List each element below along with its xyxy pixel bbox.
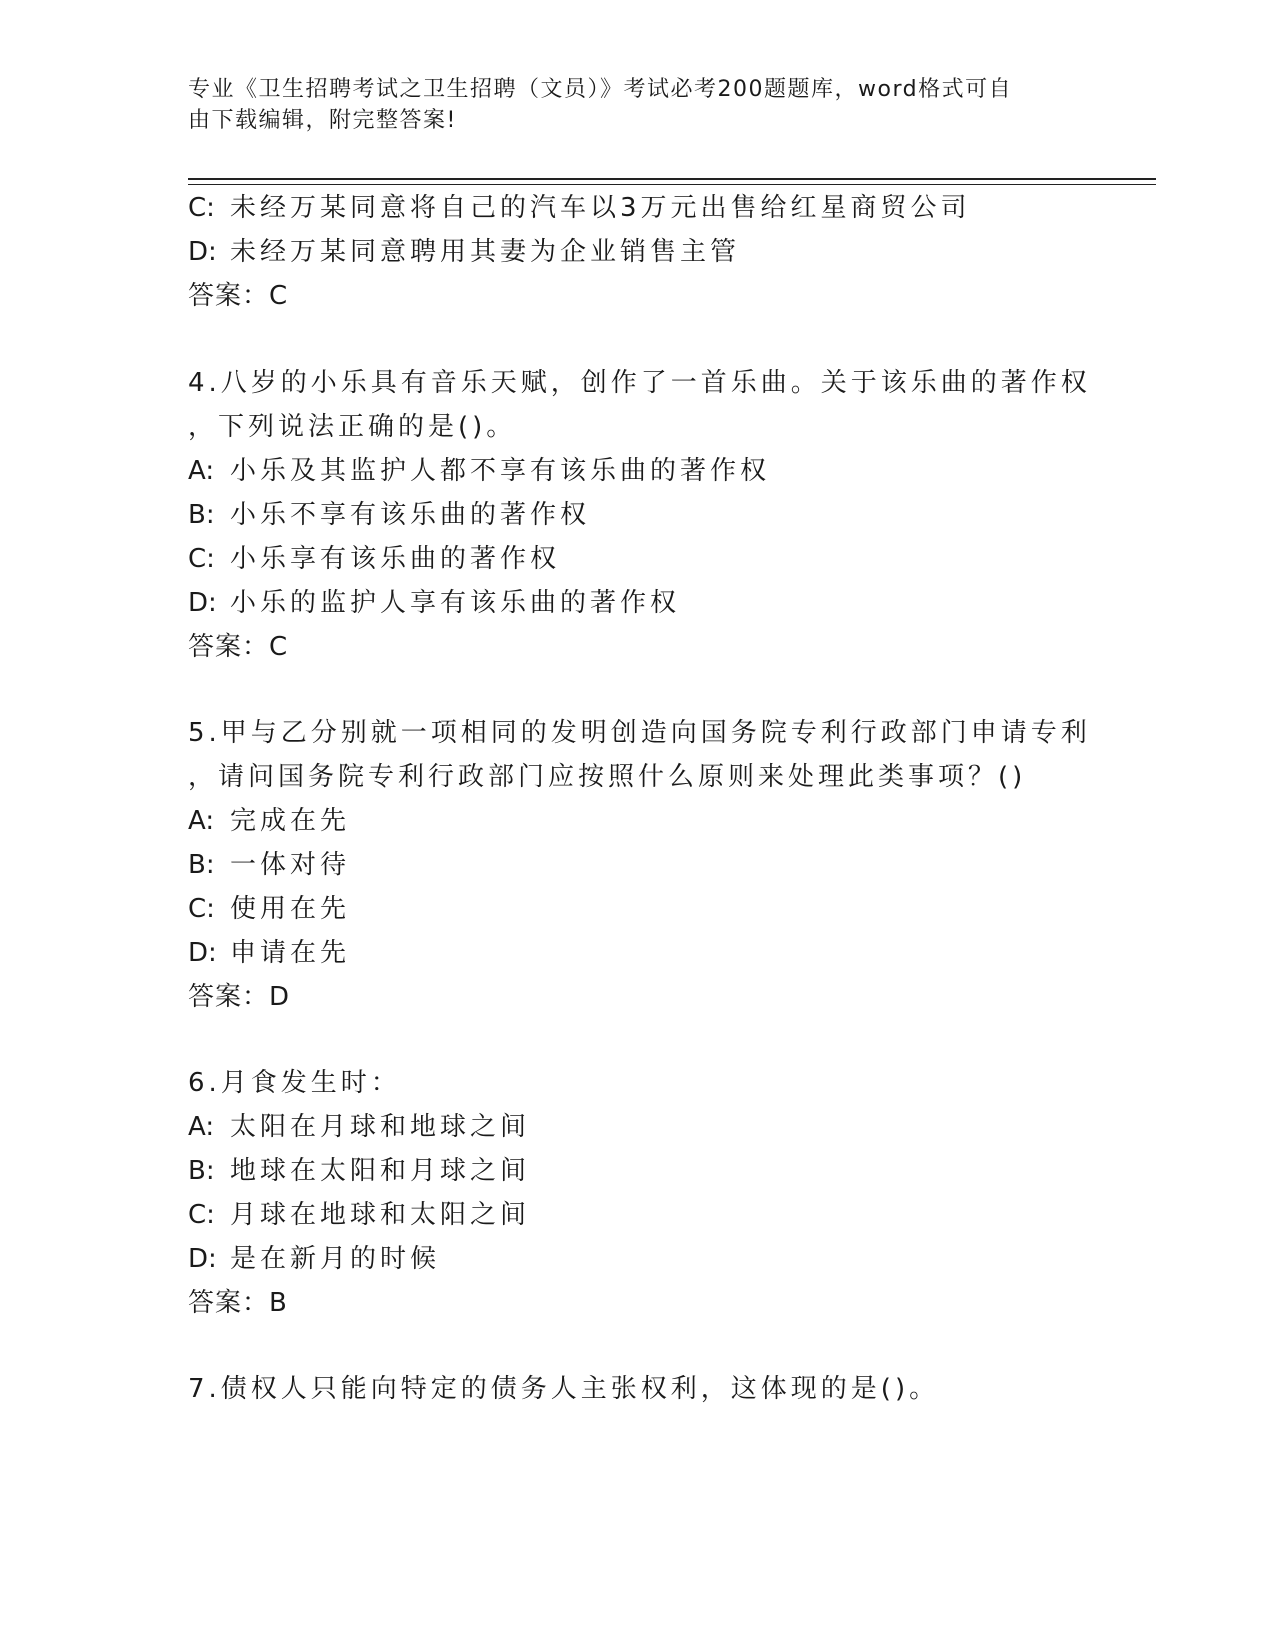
option-text: 完成在先 — [230, 806, 351, 836]
option-key: A: — [188, 456, 215, 486]
option-text: 小乐的监护人享有该乐曲的著作权 — [230, 588, 681, 618]
option-key: D: — [188, 938, 217, 968]
q4-option-a — [188, 455, 770, 487]
document-header — [188, 74, 1068, 136]
q3-option-c — [188, 192, 971, 224]
option-key: B: — [188, 1156, 215, 1186]
q4-stem-line-2: ，下列说法正确的是()。 — [188, 412, 517, 442]
q3-option-d — [188, 236, 740, 268]
q5-stem-line-1: 5.甲与乙分别就一项相同的发明创造向国务院专利行政部门申请专利 — [188, 718, 1091, 748]
option-key: C: — [188, 544, 215, 574]
option-key: D: — [188, 588, 217, 618]
option-text: 小乐不享有该乐曲的著作权 — [230, 500, 591, 530]
q5-stem-line-2: ，请问国务院专利行政部门应按照什么原则来处理此类事项？() — [188, 762, 1027, 792]
q5-option-c — [188, 893, 350, 925]
option-key: A: — [188, 1112, 215, 1142]
option-key: D: — [188, 1244, 217, 1274]
header-title-line-2: 由下载编辑，附完整答案! — [188, 108, 457, 133]
option-text: 地球在太阳和月球之间 — [230, 1156, 531, 1186]
option-text: 小乐及其监护人都不享有该乐曲的著作权 — [230, 456, 771, 486]
option-key: D: — [188, 237, 217, 267]
option-text: 未经万某同意将自己的汽车以3万元出售给红星商贸公司 — [230, 193, 971, 223]
option-text: 小乐享有该乐曲的著作权 — [230, 544, 561, 574]
q3-answer: 答案：C — [188, 281, 289, 311]
option-key: C: — [188, 1200, 215, 1230]
option-key: C: — [188, 193, 215, 223]
q5-option-d — [188, 937, 350, 969]
header-divider-thin — [188, 184, 1156, 185]
option-text: 一体对待 — [230, 850, 351, 880]
q6-answer: 答案：B — [188, 1288, 288, 1318]
q4-option-d — [188, 587, 680, 619]
q6-option-b — [188, 1155, 530, 1187]
q7-stem-line-1: 7.债权人只能向特定的债务人主张权利，这体现的是()。 — [188, 1374, 940, 1404]
q4-answer: 答案：C — [188, 632, 289, 662]
q4-option-b — [188, 499, 590, 531]
option-key: B: — [188, 850, 215, 880]
header-divider-thick — [188, 178, 1156, 180]
q5-answer: 答案：D — [188, 982, 291, 1012]
q6-option-c — [188, 1199, 530, 1231]
option-text: 未经万某同意聘用其妻为企业销售主管 — [230, 237, 741, 267]
q6-option-d — [188, 1243, 440, 1275]
option-text: 申请在先 — [230, 938, 351, 968]
option-text: 是在新月的时候 — [230, 1244, 441, 1274]
q5-option-b — [188, 849, 350, 881]
q6-option-a — [188, 1111, 530, 1143]
option-key: A: — [188, 806, 215, 836]
option-text: 太阳在月球和地球之间 — [230, 1112, 531, 1142]
option-text: 使用在先 — [230, 894, 351, 924]
option-key: C: — [188, 894, 215, 924]
q4-option-c — [188, 543, 560, 575]
option-text: 月球在地球和太阳之间 — [230, 1200, 531, 1230]
q6-stem-line-1: 6.月食发生时： — [188, 1068, 401, 1098]
option-key: B: — [188, 500, 215, 530]
q4-stem-line-1: 4.八岁的小乐具有音乐天赋，创作了一首乐曲。关于该乐曲的著作权 — [188, 368, 1091, 398]
q5-option-a — [188, 805, 350, 837]
header-title-line-1: 专业《卫生招聘考试之卫生招聘（文员）》考试必考200题题库，word格式可自 — [188, 77, 1013, 102]
